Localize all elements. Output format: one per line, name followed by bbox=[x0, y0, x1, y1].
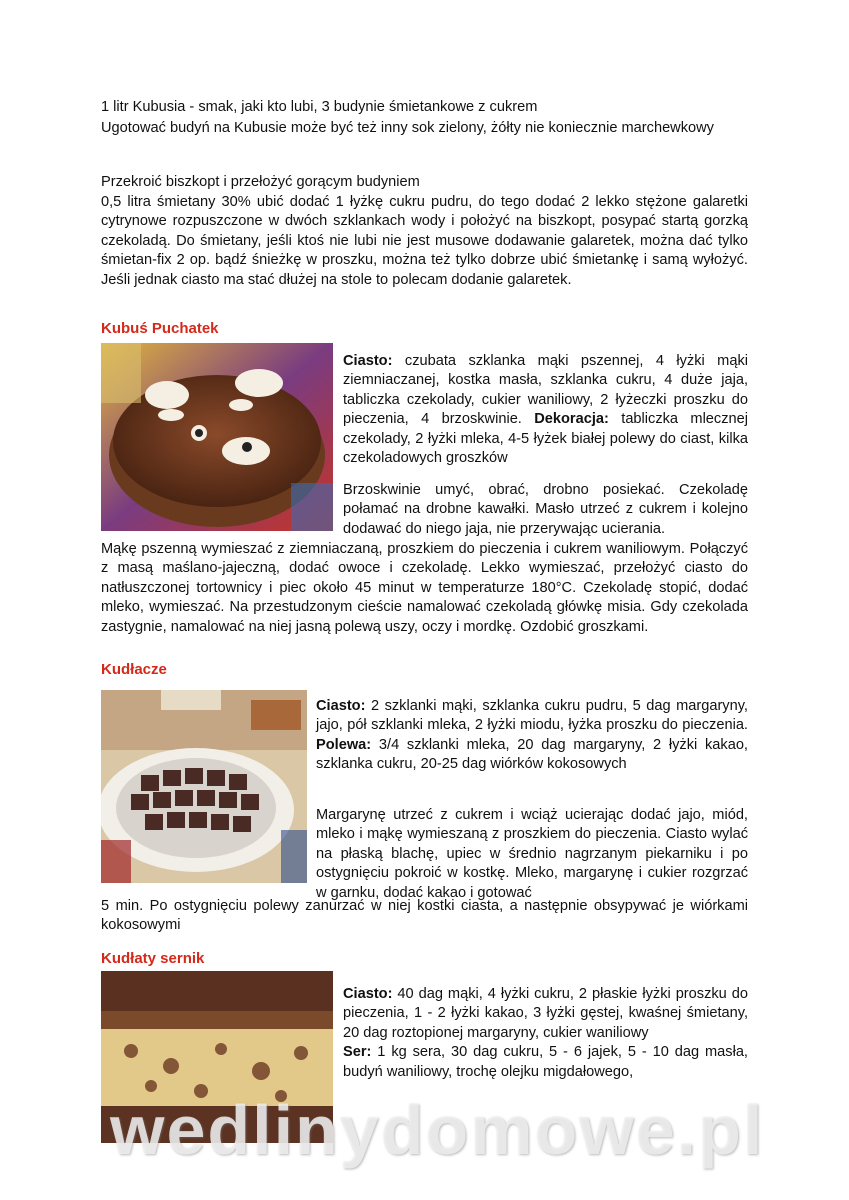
kudlacze-photo bbox=[101, 690, 307, 883]
glaze-label: Polewa: bbox=[316, 736, 372, 753]
ingredients-text: czubata szklanka mąki pszennej, 4 łyżki mąki ziemniaczanej, kostka masła, szklanka cukru, 4 duże jaja, tabliczka czekolady, cukier waniliowy, 2 łyżeczki proszku do pieczenia, 4 brzoskwinie. bbox=[343, 353, 748, 428]
recipe-method-rest: 5 min. Po ostygnięciu polewy zanurzać w niej kostki ciasta, a następnie obsypywać je wiórkami kokosowymi bbox=[101, 898, 748, 934]
recipe-ingredients bbox=[316, 697, 748, 775]
intro-line-2: Ugotować budyń na Kubusie może być też inny sok zielony, żółty nie koniecznie marchewkowy bbox=[101, 120, 714, 136]
intro-line-3: Przekroić biszkopt i przełożyć gorącym budyniem bbox=[101, 174, 420, 190]
recipe-title: Kudłaty sernik bbox=[101, 950, 205, 967]
cheese-text: 1 kg sera, 30 dag cukru, 5 - 6 jajek, 5 - 10 dag masła, budyń waniliowy, trochę olejku migdałowego, bbox=[343, 1044, 748, 1080]
decoration-label: Dekoracja: bbox=[534, 411, 609, 428]
recipe-title: Kubuś Puchatek bbox=[101, 320, 219, 337]
recipe-ingredients bbox=[343, 985, 748, 1082]
recipe-title: Kudłacze bbox=[101, 661, 167, 678]
glaze-text: 3/4 szklanki mleka, 20 dag margaryny, 2 łyżki kakao, szklanka cukru, 20-25 dag wiórków kokosowych bbox=[316, 736, 748, 773]
ingredients-label: Ciasto: bbox=[343, 353, 393, 369]
recipe-method-float: Brzoskwinie umyć, obrać, drobno posiekać. Czekoladę połamać na drobne kawałki. Masło utrzeć z cukrem i kolejno dodawać do niego jaja, nie przerywając ucierania. bbox=[343, 482, 748, 537]
watermark: wedlinydomowe.pl bbox=[110, 1091, 765, 1169]
ingredients-text: 40 dag mąki, 4 łyżki cukru, 2 płaskie łyżki proszku do pieczenia, 1 - 2 łyżki kakao, 3 łyżki gęstej, kwaśnej śmietany, 20 dag roztopionej margaryny, cukier waniliowy bbox=[343, 986, 748, 1041]
decoration-text: tabliczka mlecznej czekolady, 2 łyżki mleka, 4-5 łyżek białej polewy do ciast, kilka czekoladowych groszków bbox=[343, 411, 748, 467]
intro-line-4: 0,5 litra śmietany 30% ubić dodać 1 łyżkę cukru pudru, do tego dodać 2 lekko stężone galaretki cytrynowe rozpuszczone w dwóch szklankach wody i położyć na biszkopt, posypać startą gorzką czekoladą. Do śmietany, jeśli ktoś nie lubi nie jest musowe dodawanie galaretek, można dać tylko śmietan-fix 2 op. bądź śnieżkę w proszku, można też tylko dobrze ubić śmietankę i samą wyłożyć. Jeśli jednak ciasto ma stać dłużej na stole to polecam dodanie galaretek. bbox=[101, 194, 748, 288]
ingredients-label: Ciasto: bbox=[316, 698, 366, 714]
recipe-method-float: Margarynę utrzeć z cukrem i wciąż ucierając dodać jajo, miód, mleko i mąkę wymieszaną z proszkiem do pieczenia. Ciasto wylać na płaską blachę, upiec w średnio nagrzanym piekarniku i po ostygnięciu pokroić w kostkę. Mleko, margarynę i cukier rozgrzać w garnku, dodać kakao i gotować bbox=[316, 807, 748, 901]
recipe-method-rest: Mąkę pszenną wymieszać z ziemniaczaną, proszkiem do pieczenia i cukrem waniliowym. Połączyć z masą maślano-jajeczną, dodać owoce i czekoladę. Lekko wymieszać, przełożyć ciasto do natłuszczonej tortownicy i piec około 45 minut w temperaturze 180°C. Czekoladę stopić, dodać mleko, wymieszać. Na przestudzonym cieście namalować czekoladą główkę misia. Gdy czekolada zastygnie, namalować na niej jasną polewą uszy, oczy i mordkę. Ozdobić groszkami. bbox=[101, 541, 748, 635]
cheese-label: Ser: bbox=[343, 1044, 372, 1061]
recipe-ingredients bbox=[343, 352, 748, 468]
kubus-puchatek-cake-photo bbox=[101, 343, 333, 531]
ingredients-text: 2 szklanki mąki, szklanka cukru pudru, 5 dag margaryny, jajo, pół szklanki mleka, 2 łyżki miodu, łyżka proszku do pieczenia. bbox=[316, 698, 748, 734]
ingredients-label: Ciasto: bbox=[343, 986, 393, 1002]
intro-line-1: 1 litr Kubusia - smak, jaki kto lubi, 3 budynie śmietankowe z cukrem bbox=[101, 99, 538, 115]
